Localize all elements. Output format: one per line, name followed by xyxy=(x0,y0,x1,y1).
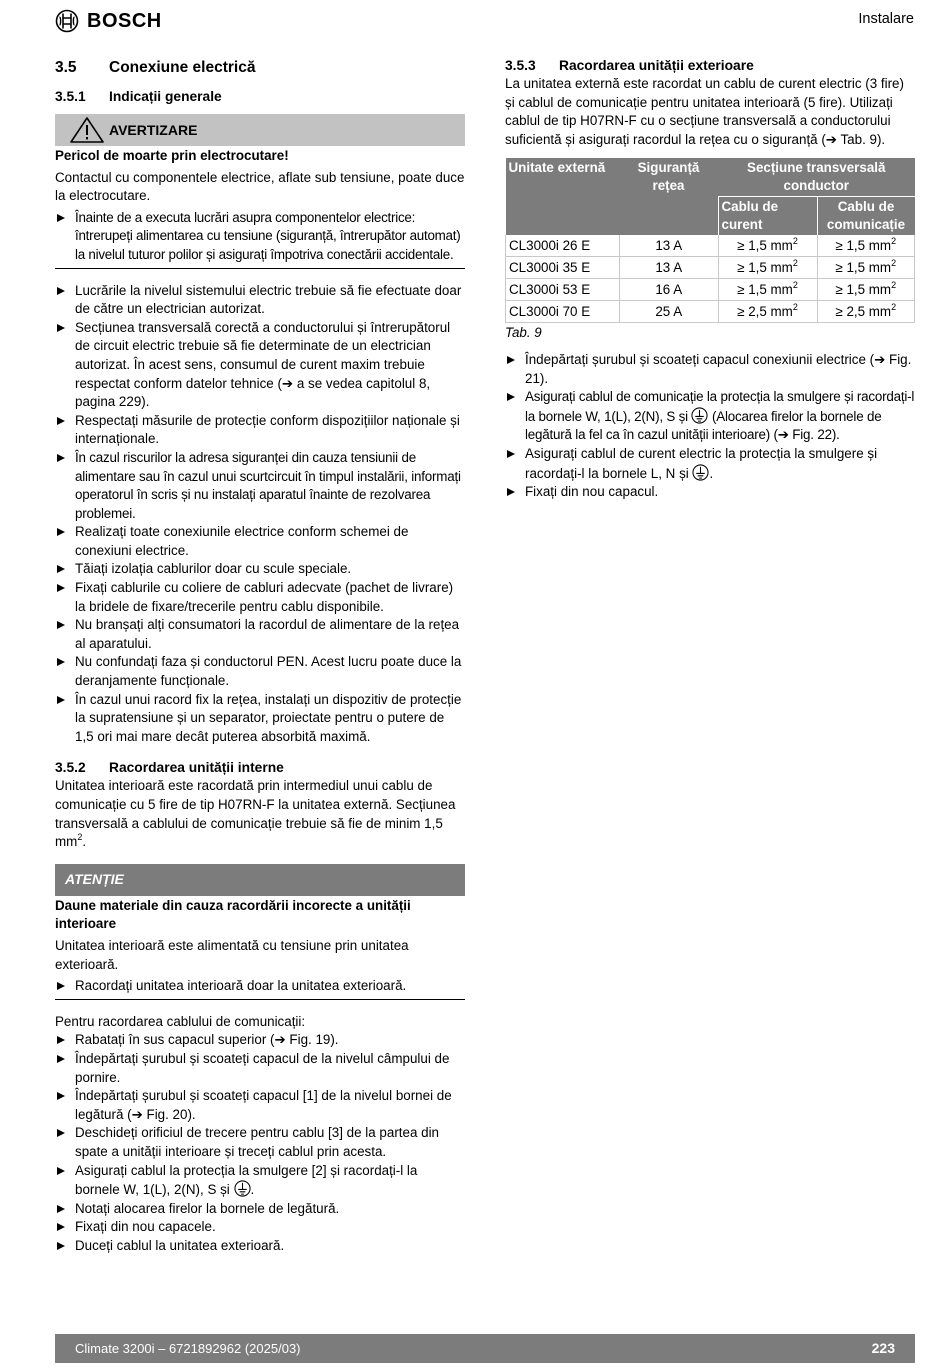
section-3-5-2-heading: 3.5.2 Racordarea unității interne xyxy=(55,760,284,776)
list-item: Îndepărtați șurubul și scoateți capacul de la nivelul câmpului de pornire. xyxy=(55,1050,465,1087)
list-item: Nu confundați faza și conductorul PEN. Acest lucru poate duce la deranjamente funcționale. xyxy=(55,653,465,690)
list-item: Notați alocarea firelor la bornele de legătură. xyxy=(55,1200,465,1219)
brand-name: BOSCH xyxy=(87,10,162,32)
col-header-comm-cable: Cablu de comunicație xyxy=(817,197,915,236)
comm-intro: Pentru racordarea cablului de comunicații: xyxy=(55,1013,306,1029)
caution-banner xyxy=(55,864,465,896)
table-row xyxy=(506,301,915,323)
list-item: Rabatați în sus capacul superior (➔ Fig. 19). xyxy=(55,1031,465,1050)
bosch-armature-icon xyxy=(55,9,79,33)
list-item: Îndepărtați șurubul și scoateți capacul conexiunii electrice (➔ Fig. 21). xyxy=(505,351,915,388)
caution-text: Unitatea interioară este alimentată cu tensiune prin unitatea exterioară. xyxy=(55,937,409,972)
table-row xyxy=(506,279,915,301)
list-item: Secțiunea transversală corectă a conductorului și întrerupătorul de circuit electric trebuie să fie determinate de un electrician autorizat. În acest sens, consumul de curent maxim trebuie respectat conform datelor tehnice (➔ a se vedea capitolul 8, pagina 229). xyxy=(55,319,465,412)
list-item: Asigurați cablul la protecția la smulgere [2] și racordați-l la bornele W, 1(L), 2(N), S și . xyxy=(55,1162,465,1200)
warning-triangle-icon xyxy=(67,116,107,144)
warning-text: Contactul cu componentele electrice, aflate sub tensiune, poate duce la electrocutare. xyxy=(55,169,465,204)
ground-symbol-icon xyxy=(692,464,709,481)
warning-heading: Pericol de moarte prin electrocutare! xyxy=(55,148,289,163)
cell-fuse: 16 A xyxy=(620,279,719,301)
caution-list xyxy=(55,977,465,1000)
cell-fuse: 13 A xyxy=(620,235,719,257)
cell-power: ≥ 2,5 $mm^2$ xyxy=(718,301,817,323)
cell-comm: ≥ 1,5 $mm^2$ xyxy=(817,279,915,301)
cell-unit: CL3000i 53 E xyxy=(506,279,620,301)
cell-comm: ≥ 1,5 $mm^2$ xyxy=(817,235,915,257)
list-item: Realizați toate conexiunile electrice conform schemei de conexiuni electrice. xyxy=(55,523,465,560)
cell-unit: CL3000i 70 E xyxy=(506,301,620,323)
list-item: Fixați din nou capacele. xyxy=(55,1218,465,1237)
list-item: În cazul unui racord fix la rețea, instalați un dispozitiv de protecție la supratensiune și un separator, proiectate pentru o putere de 1,5 ori mai mare decât puterea absorbită maximă. xyxy=(55,691,465,747)
cell-comm: ≥ 2,5 $mm^2$ xyxy=(817,301,915,323)
ground-symbol-icon xyxy=(691,407,708,424)
list-item: Îndepărtați șurubul și scoateți capacul [1] de la nivelul bornei de legătură (➔ Fig. 20). xyxy=(55,1087,465,1124)
cell-comm: ≥ 1,5 $mm^2$ xyxy=(817,257,915,279)
outdoor-steps-list xyxy=(505,351,915,502)
list-item: În cazul riscurilor la adresa siguranței din cauza tensiunii de alimentare sau în cazul unui scurtcircuit în timpul instalării, informați operatorul în scris și nu instalați aparatul înainte de rezolvarea problemei. xyxy=(55,449,465,523)
col-header-section: Secțiune transversală conductor xyxy=(718,158,915,197)
cell-power: ≥ 1,5 $mm^2$ xyxy=(718,279,817,301)
cell-fuse: 25 A xyxy=(620,301,719,323)
col-header-unit: Unitate externă xyxy=(506,158,620,235)
footer-document-id: Climate 3200i – 6721892962 (2025/03) xyxy=(75,1341,301,1356)
list-item: Lucrările la nivelul sistemului electric trebuie să fie efectuate doar de către un electrician autorizat. xyxy=(55,282,465,319)
list-item: Racordați unitatea interioară doar la unitatea exterioară. xyxy=(55,977,465,996)
list-item: Duceți cablul la unitatea exterioară. xyxy=(55,1237,465,1256)
ground-symbol-icon xyxy=(234,1180,251,1197)
cell-unit: CL3000i 35 E xyxy=(506,257,620,279)
warning-label: AVERTIZARE xyxy=(109,121,198,138)
cable-table xyxy=(505,158,915,323)
col-header-fuse: Siguranță rețea xyxy=(620,158,719,235)
comm-steps-list xyxy=(55,1031,465,1255)
caution-heading: Daune materiale din cauza racordării incorecte a unității interioare xyxy=(55,897,411,932)
table-row xyxy=(506,235,915,257)
warning-banner xyxy=(55,114,465,146)
cell-power: ≥ 1,5 $mm^2$ xyxy=(718,257,817,279)
col-header-power-cable: Cablu de curent xyxy=(718,197,817,236)
list-item: Nu branșați alți consumatori la racordul de alimentare de la rețea al aparatului. xyxy=(55,616,465,653)
page-footer xyxy=(55,1334,915,1363)
list-item: Asigurați cablul de comunicație la protecția la smulgere și racordați-l la bornele W, 1(L), 2(N), S și (Alocarea firelor la bornele de legătură la fel ca în cazul unității interioare) (➔ Fig. 22). xyxy=(505,388,915,445)
list-item: Asigurați cablul de curent electric la protecția la smulgere și racordați-l la bornele L, N și . xyxy=(505,445,915,483)
section-3-5-3-text: La unitatea externă este racordat un cablu de curent electric (3 fire) și cablul de comunicație pentru unitatea interioară (5 fire). Utilizați cablul de tip H07RN-F cu o secțiune transversală a conductorului suficientă și asigurați racordul la rețea cu o siguranță (➔ Tab. 9). xyxy=(505,76,904,147)
list-item: Fixați cablurile cu coliere de cabluri adecvate (pachet de livrare) la bridele de fixare/trecerile pentru cablu disponibile. xyxy=(55,579,465,616)
bosch-logo xyxy=(55,8,162,34)
section-3-5-heading: 3.5 Conexiune electrică xyxy=(55,59,256,76)
table-caption: Tab. 9 xyxy=(505,325,542,341)
section-3-5-3-heading: 3.5.3 Racordarea unității exterioare xyxy=(505,58,754,73)
page-number: 223 xyxy=(871,1340,895,1356)
cell-unit: CL3000i 26 E xyxy=(506,235,620,257)
right-column xyxy=(505,57,915,502)
list-item: Deschideți orificiul de trecere pentru cablu [3] de la partea din spate a unității interioare și treceți cablul prin acesta. xyxy=(55,1124,465,1161)
section-3-5-1-heading: 3.5.1 Indicații generale xyxy=(55,89,222,104)
cell-power: ≥ 1,5 $mm^2$ xyxy=(718,235,817,257)
list-item: Fixați din nou capacul. xyxy=(505,483,915,502)
section-title: Instalare xyxy=(858,11,914,27)
list-item: Respectați măsurile de protecție conform dispozițiilor naționale și internaționale. xyxy=(55,412,465,449)
cell-fuse: 13 A xyxy=(620,257,719,279)
list-item: Înainte de a executa lucrări asupra componentelor electrice: întrerupeți alimentarea cu tensiune (siguranță, întrerupător automat) la nivelul tuturor polilor și asigurați împotriva conectării accidentale. xyxy=(55,209,465,265)
table-row xyxy=(506,257,915,279)
warning-list xyxy=(55,209,465,269)
left-column xyxy=(55,57,465,1255)
caution-label: ATENȚIE xyxy=(65,871,124,888)
list-item: Tăiați izolația cablurilor doar cu scule speciale. xyxy=(55,560,465,579)
general-notes-list xyxy=(55,282,465,747)
section-3-5-2-text: Unitatea interioară este racordată prin intermediul unui cablu de comunicație cu 5 fire de tip H07RN-F la unitatea externă. Secțiunea transversală a cablului de comunicație trebuie să fie de minim 1,5 $mm^2$. xyxy=(55,778,456,850)
